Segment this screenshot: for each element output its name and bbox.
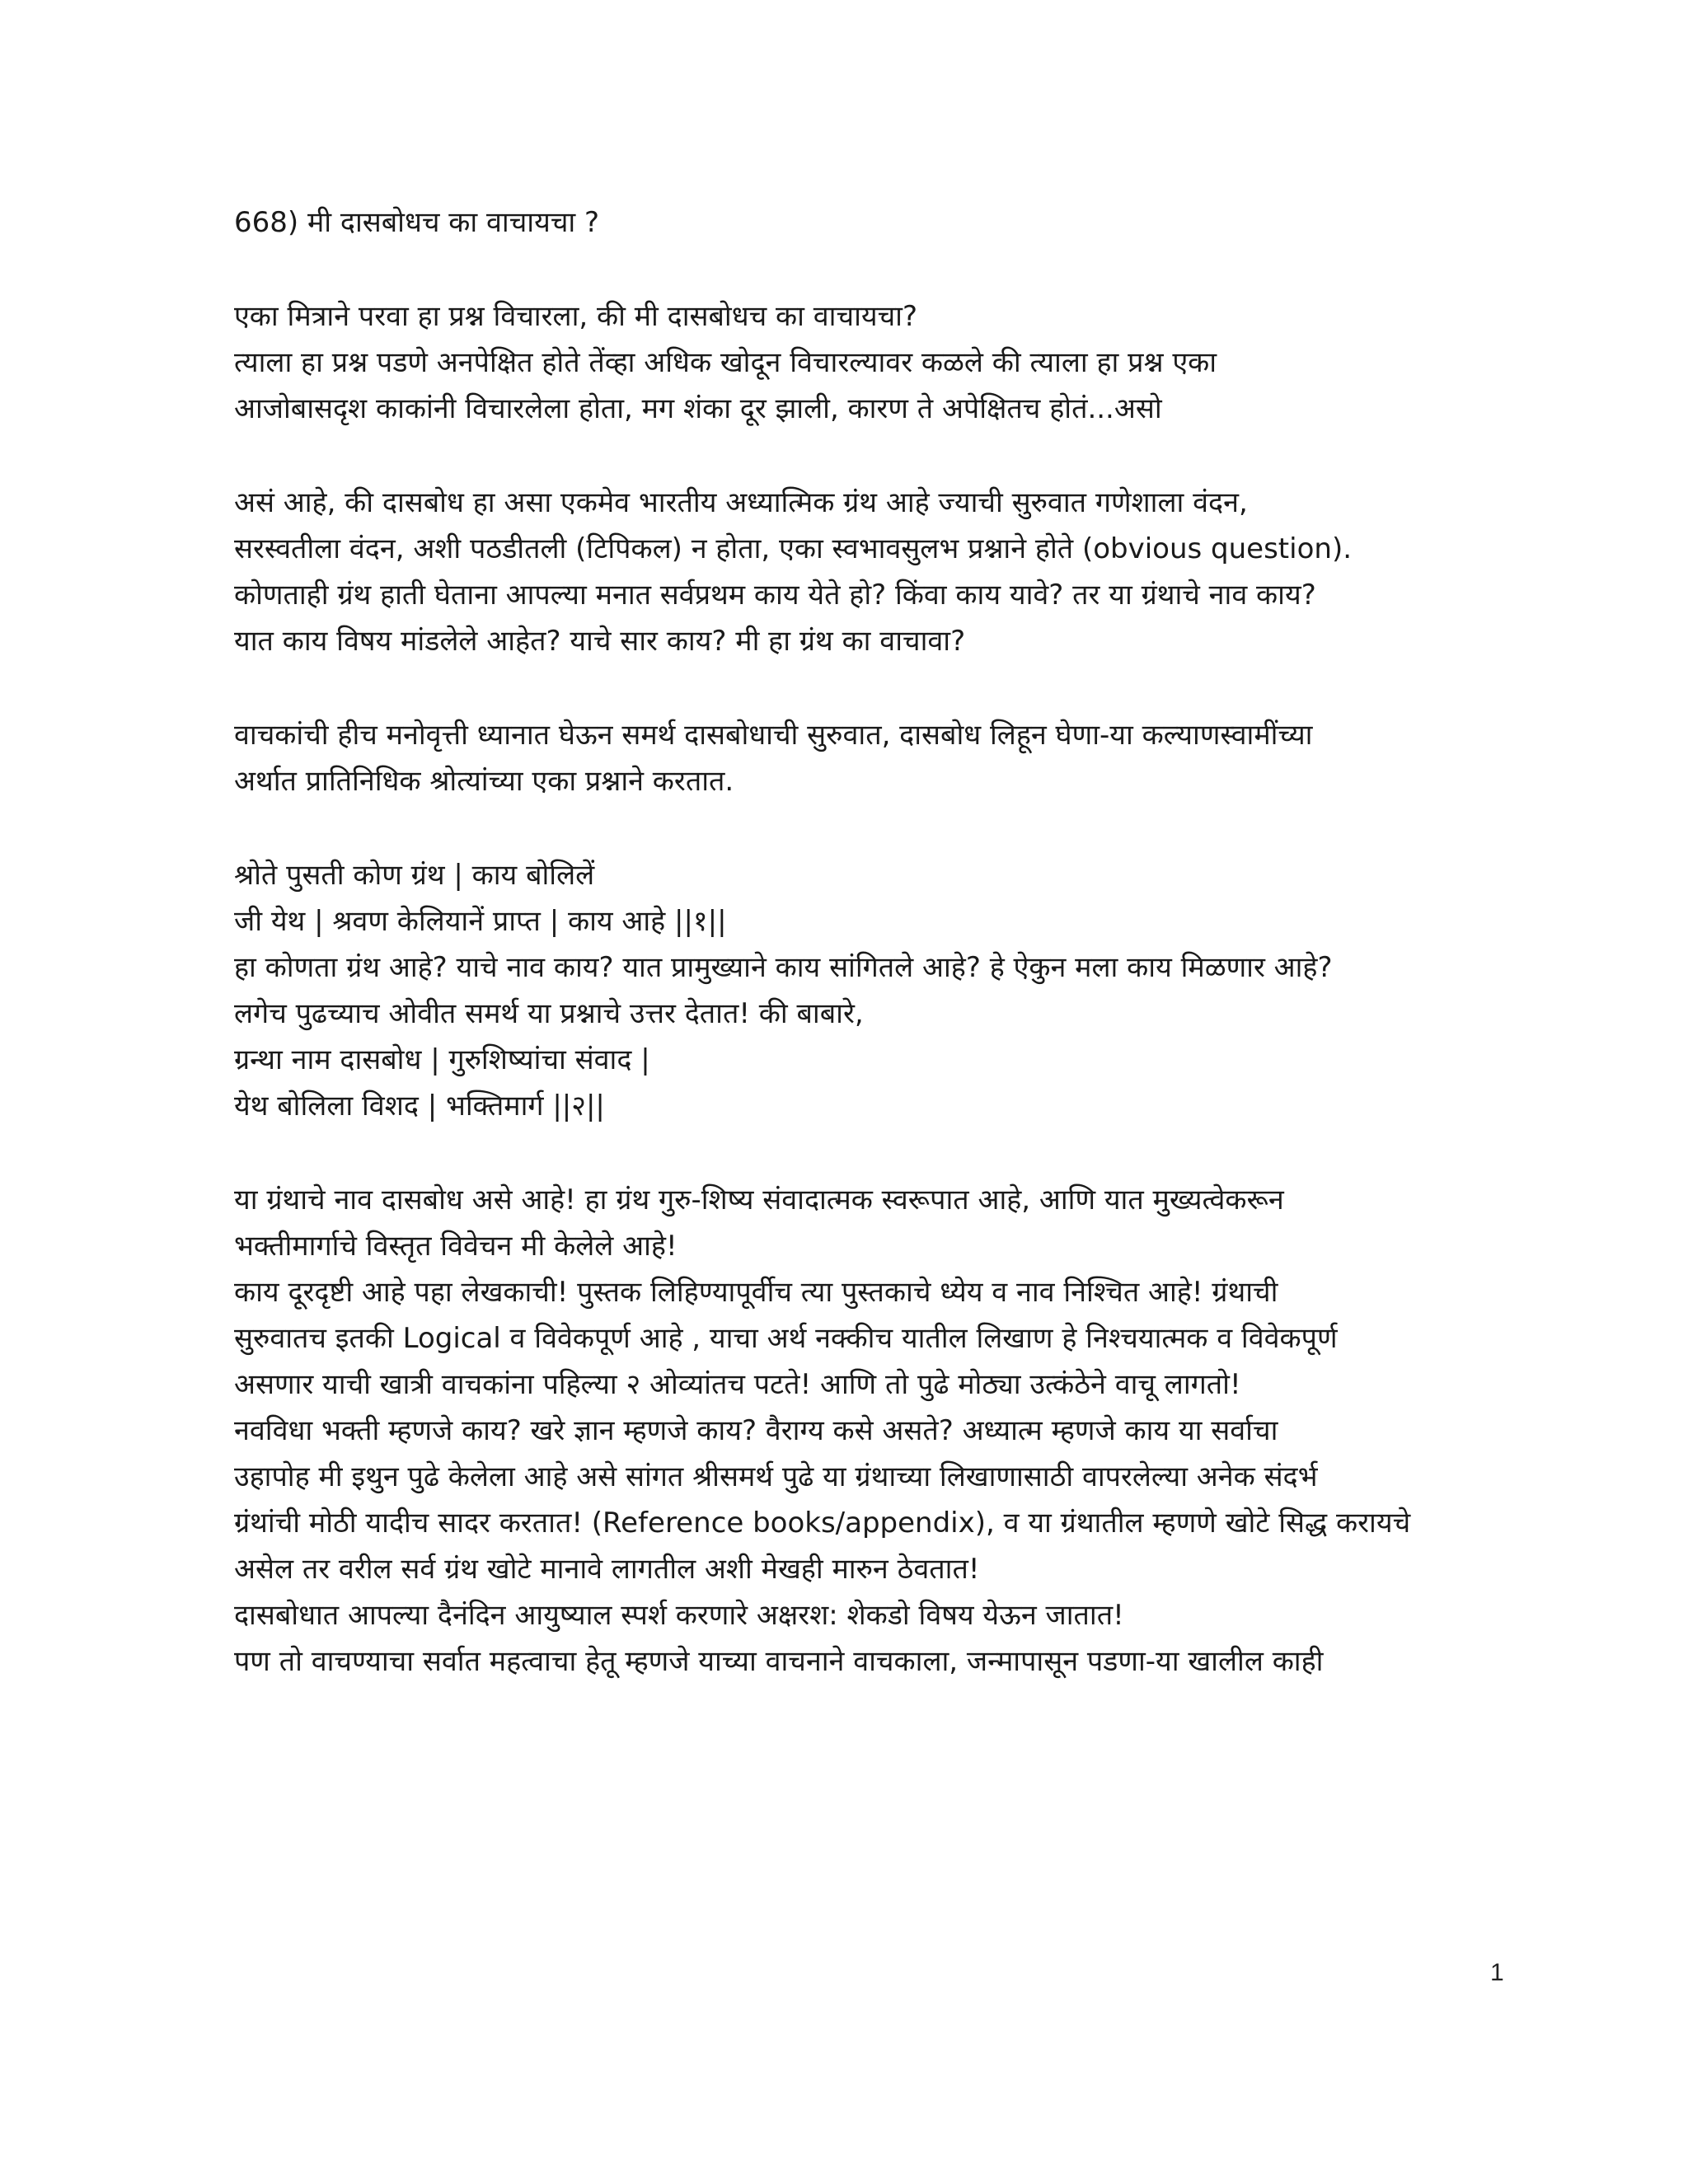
text-line: यात काय विषय मांडलेले आहेत? याचे सार काय? मी हा ग्रंथ का वाचावा? bbox=[234, 625, 966, 658]
text-line: भक्तीमार्गाचे विस्तृत विवेचन मी केलेले आहे! bbox=[234, 1230, 678, 1263]
paragraph-4-verses bbox=[234, 852, 1520, 1129]
paragraph-2 bbox=[234, 480, 1520, 664]
paragraph-3 bbox=[234, 712, 1520, 804]
verse-line: श्रोते पुसती कोण ग्रंथ | काय बोलिलें bbox=[234, 859, 595, 892]
text-line: एका मित्राने परवा हा प्रश्न विचारला, की मी दासबोधच का वाचायचा? bbox=[234, 300, 918, 333]
text-line: काय दूरदृष्टी आहे पहा लेखकाची! पुस्तक लिहिण्यापूर्वीच त्या पुस्तकाचे ध्येय व नाव निश्चित आहे! ग्रंथाची bbox=[234, 1276, 1278, 1309]
text-line: उहापोह मी इथुन पुढे केलेला आहे असे सांगत श्रीसमर्थ पुढे या ग्रंथाच्या लिखाणासाठी वापरलेल्या अनेक संदर्भ bbox=[234, 1460, 1318, 1493]
text-line: अर्थात प्रातिनिधिक श्रोत्यांच्या एका प्रश्नाने करतात. bbox=[234, 765, 734, 798]
text-line: असं आहे, की दासबोध हा असा एकमेव भारतीय अध्यात्मिक ग्रंथ आहे ज्याची सुरुवात गणेशाला वंदन, bbox=[234, 486, 1248, 519]
text-line: ग्रंथांची मोठी यादीच सादर करतात! (Reference books/appendix), व या ग्रंथातील म्हणणे खोटे सिद्ध करायचे bbox=[234, 1507, 1411, 1540]
document-title: 668) मी दासबोधच का वाचायचा ? bbox=[234, 206, 600, 239]
text-line: हा कोणता ग्रंथ आहे? याचे नाव काय? यात प्रामुख्याने काय सांगितले आहे? हे ऐकुन मला काय मिळणार आहे? bbox=[234, 951, 1333, 984]
paragraph-5 bbox=[234, 1177, 1520, 1685]
verse-line: ग्रन्था नाम दासबोध | गुरुशिष्यांचा संवाद | bbox=[234, 1043, 650, 1076]
text-line: सरस्वतीला वंदन, अशी पठडीतली (टिपिकल) न होता, एका स्वभावसुलभ प्रश्नाने होते (obvious question). bbox=[234, 532, 1353, 565]
text-line: पण तो वाचण्याचा सर्वात महत्वाचा हेतू म्हणजे याच्या वाचनाने वाचकाला, जन्मापासून पडणा-या खालील काही bbox=[234, 1645, 1324, 1678]
text-line: आजोबासदृश काकांनी विचारलेला होता, मग शंका दूर झाली, कारण ते अपेक्षितच होतं...असो bbox=[234, 392, 1162, 425]
text-line: दासबोधात आपल्या दैनंदिन आयुष्याल स्पर्श करणारे अक्षरश: शेकडो विषय येऊन जातात! bbox=[234, 1599, 1124, 1632]
paragraph-1 bbox=[234, 293, 1520, 432]
text-line: असेल तर वरील सर्व ग्रंथ खोटे मानावे लागतील अशी मेखही मारुन ठेवतात! bbox=[234, 1553, 980, 1586]
text-line: त्याला हा प्रश्न पडणे अनपेक्षित होते तेंव्हा अधिक खोदून विचारल्यावर कळले की त्याला हा प्रश्न एका bbox=[234, 346, 1217, 379]
text-line: असणार याची खात्री वाचकांना पहिल्या २ ओव्यांतच पटते! आणि तो पुढे मोठ्या उत्कंठेने वाचू लागतो! bbox=[234, 1368, 1241, 1401]
text-line: वाचकांची हीच मनोवृत्ती ध्यानात घेऊन समर्थ दासबोधाची सुरुवात, दासबोध लिहून घेणा-या कल्याणस्वामींच्या bbox=[234, 719, 1313, 752]
document-body bbox=[234, 199, 1520, 1732]
page-number: 1 bbox=[1490, 1959, 1504, 1986]
text-line: कोणताही ग्रंथ हाती घेताना आपल्या मनात सर्वप्रथम काय येते हो? किंवा काय यावे? तर या ग्रंथाचे नाव काय? bbox=[234, 579, 1316, 612]
verse-line: येथ बोलिला विशद | भक्तिमार्ग ||२|| bbox=[234, 1090, 605, 1122]
text-line: या ग्रंथाचे नाव दासबोध असे आहे! हा ग्रंथ गुरु-शिष्य संवादात्मक स्वरूपात आहे, आणि यात मुख्यत्वेकरून bbox=[234, 1183, 1284, 1216]
text-line: नवविधा भक्ती म्हणजे काय? खरे ज्ञान म्हणजे काय? वैराग्य कसे असते? अध्यात्म म्हणजे काय या सर्वाचा bbox=[234, 1414, 1278, 1447]
text-line: लगेच पुढच्याच ओवीत समर्थ या प्रश्नाचे उत्तर देतात! की बाबारे, bbox=[234, 997, 864, 1030]
verse-line: जी येथ | श्रवण केलियानें प्राप्त | काय आहे ||१|| bbox=[234, 905, 727, 938]
text-line: सुरुवातच इतकी Logical व विवेकपूर्ण आहे , याचा अर्थ नक्कीच यातील लिखाण हे निश्चयात्मक व विवेकपूर्ण bbox=[234, 1322, 1338, 1355]
